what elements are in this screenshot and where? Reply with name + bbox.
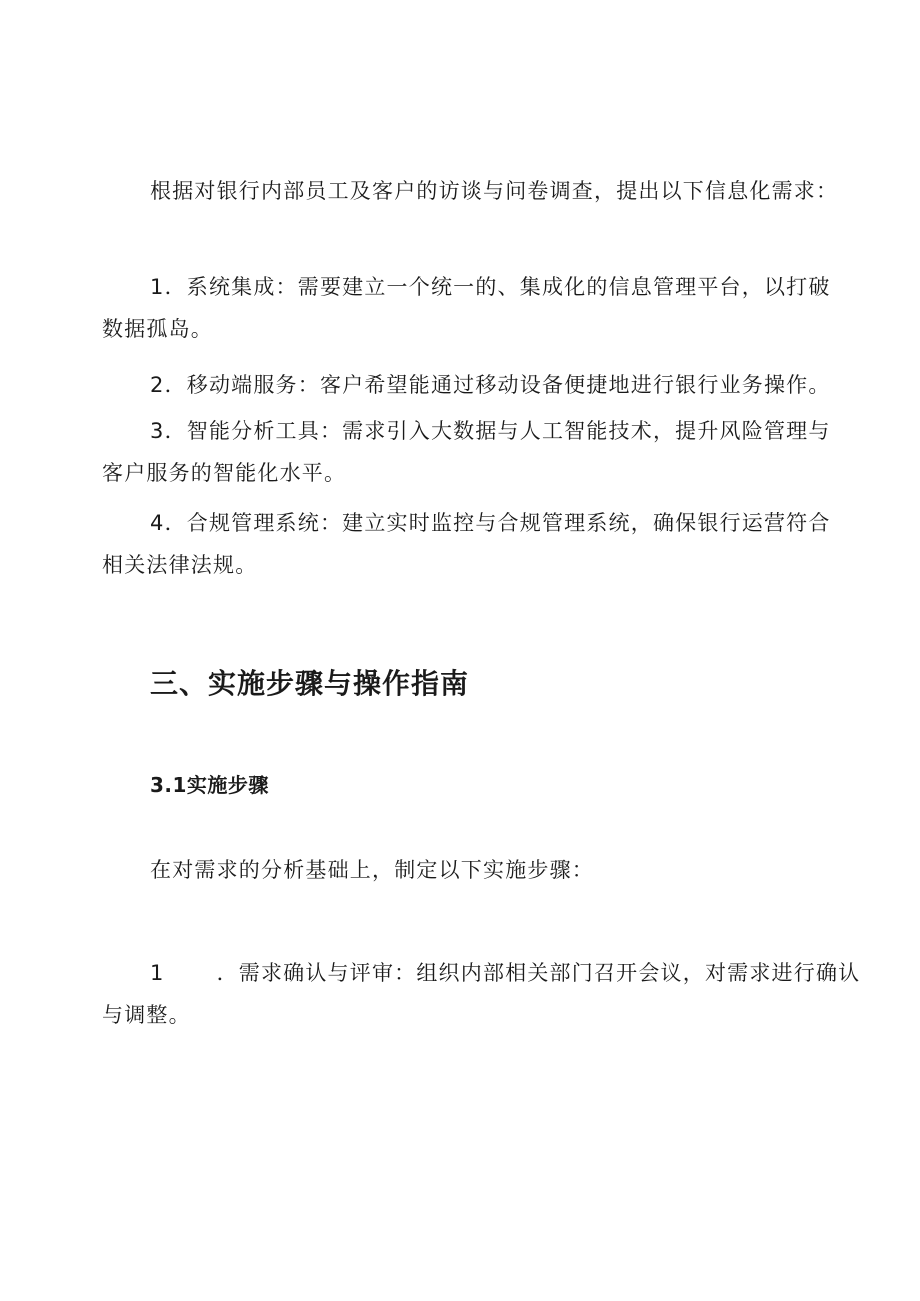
intro-text: 根据对银行内部员工及客户的访谈与问卷调查，提出以下信息化需求： [150, 179, 839, 203]
requirement-item-2 [150, 364, 831, 406]
requirement-3-number: 3 [150, 419, 165, 443]
requirement-item-3 [102, 410, 831, 494]
steps-intro-text: 在对需求的分析基础上，制定以下实施步骤： [150, 858, 594, 882]
step-1-number: 1 [150, 961, 165, 985]
requirement-1-number: 1 [150, 275, 165, 299]
requirement-4-text: ．合规管理系统：建立实时监控与合规管理系统，确保银行运营符合 [164, 511, 831, 535]
requirement-item-4 [102, 502, 831, 586]
requirement-1-line-2: 数据孤岛。 [102, 317, 213, 341]
step-1-text: ．需求确认与评审：组织内部相关部门召开会议，对需求进行确认 [216, 961, 861, 985]
subsection-title: 3.1实施步骤 [150, 773, 269, 797]
step-1-line-1 [150, 952, 860, 994]
section-title: 三、实施步骤与操作指南 [150, 667, 470, 700]
steps-intro-paragraph [150, 849, 594, 891]
requirement-1-text: ．系统集成：需要建立一个统一的、集成化的信息管理平台，以打破 [164, 275, 831, 299]
requirement-2-number: 2 [150, 373, 165, 397]
requirement-4-line-1 [150, 502, 831, 544]
requirement-4-line-2: 相关法律法规。 [102, 553, 258, 577]
requirement-3-line-2: 客户服务的智能化水平。 [102, 461, 347, 485]
requirement-item-1 [102, 266, 831, 350]
requirement-4-number: 4 [150, 511, 165, 535]
requirement-2-text: ．移动端服务：客户希望能通过移动设备便捷地进行银行业务操作。 [164, 373, 831, 397]
step-1-line-2: 与调整。 [102, 1003, 191, 1027]
requirement-2-line-1 [150, 364, 831, 406]
intro-paragraph [150, 170, 838, 212]
requirement-3-line-1 [150, 410, 831, 452]
requirement-1-line-1 [150, 266, 831, 308]
step-item-1 [102, 952, 861, 1036]
requirement-3-text: ．智能分析工具：需求引入大数据与人工智能技术，提升风险管理与 [164, 419, 831, 443]
